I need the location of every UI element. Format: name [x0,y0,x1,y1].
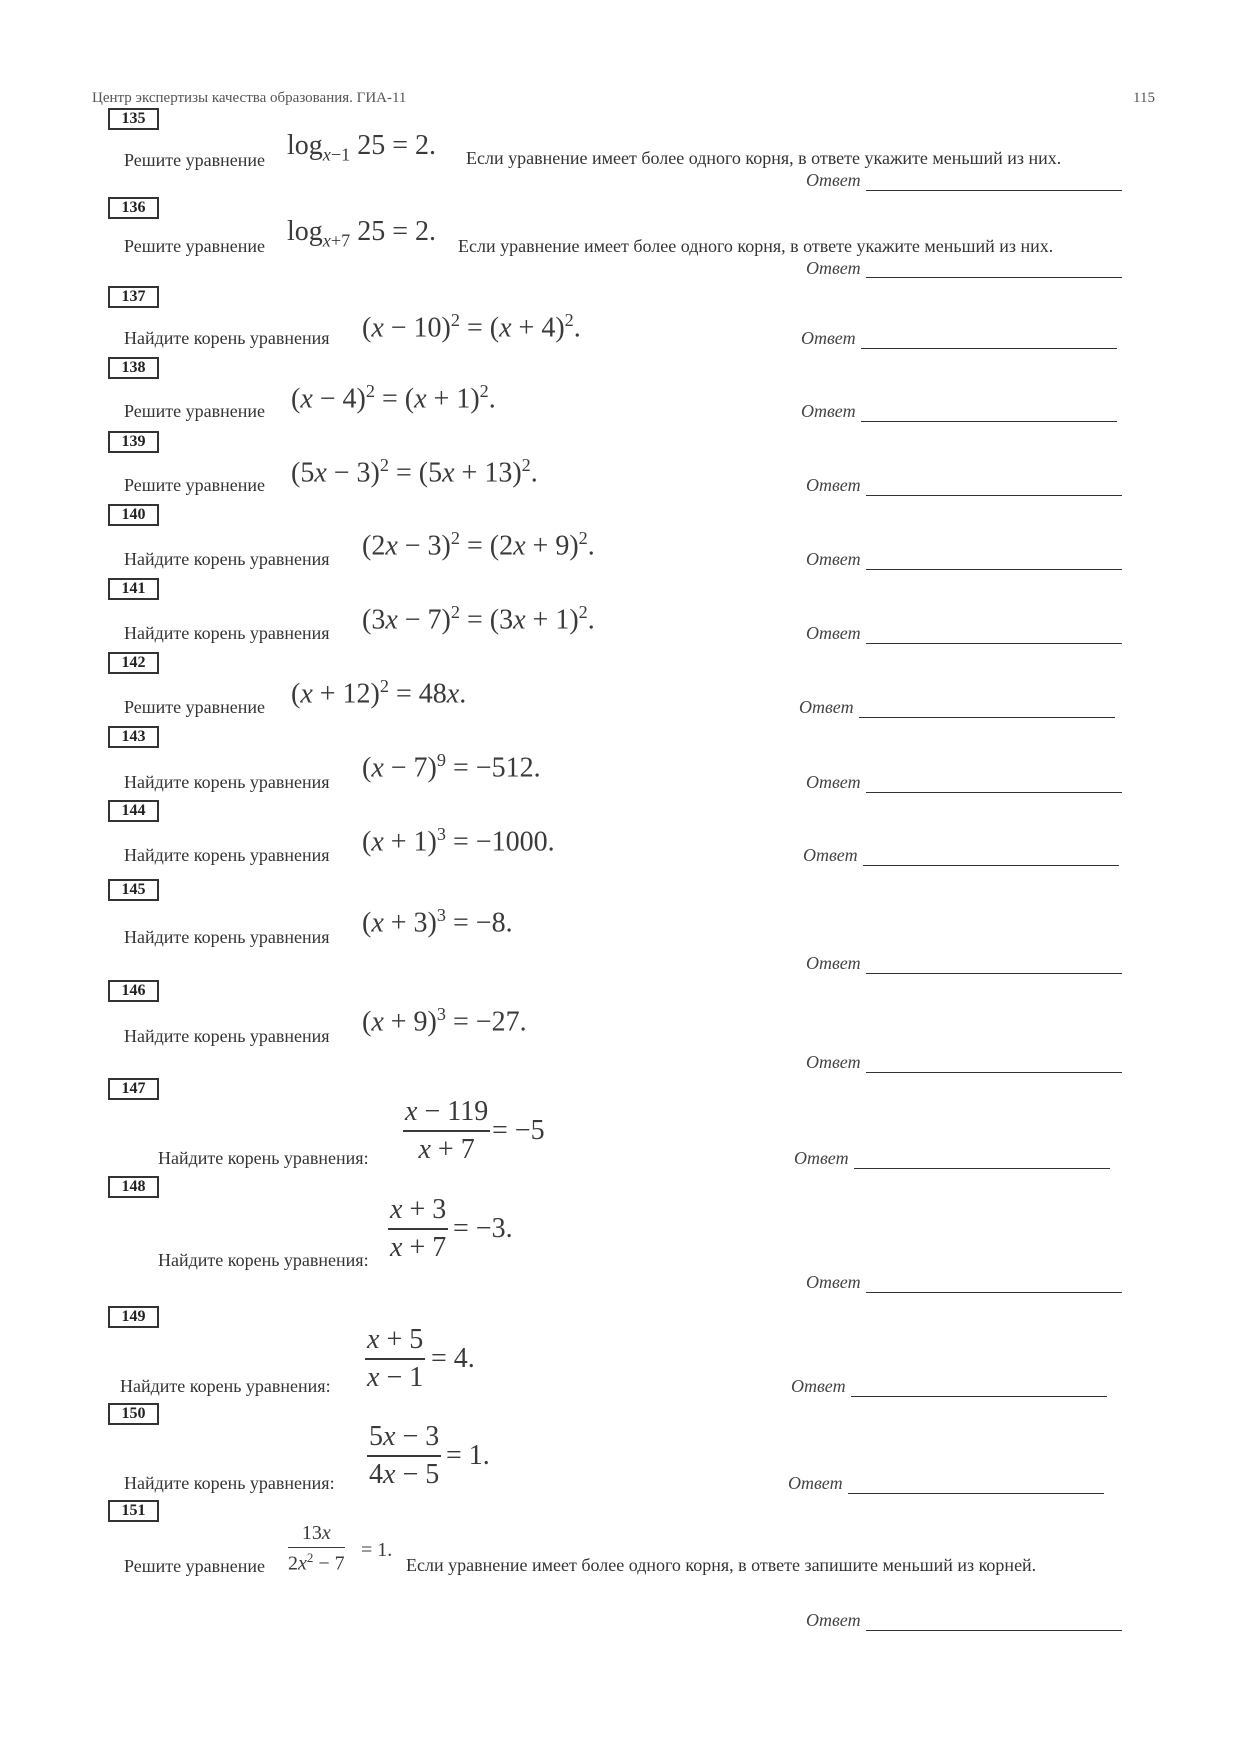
problem-prompt: Найдите корень уравнения [124,328,330,348]
answer-label: Ответ [806,170,861,190]
problem-prompt: Решите уравнение [124,1556,265,1576]
answer-line[interactable] [866,495,1122,496]
problem-number: 139 [108,431,159,453]
equation-rhs: = −5 [492,1115,545,1146]
answer-label: Ответ [806,623,861,643]
answer-line[interactable] [859,717,1115,718]
answer-label: Ответ [806,1272,861,1292]
answer-line[interactable] [866,643,1122,644]
problem-prompt: Найдите корень уравнения [124,549,330,569]
answer-line[interactable] [848,1493,1104,1494]
answer-label: Ответ [794,1148,849,1168]
problem-number: 151 [108,1500,159,1522]
problem-prompt: Найдите корень уравнения [124,845,330,865]
problem-prompt: Решите уравнение [124,236,265,256]
answer-line[interactable] [861,348,1117,349]
equation-rhs: = 4. [431,1343,475,1374]
answer-line[interactable] [851,1396,1107,1397]
problem-number: 143 [108,726,159,748]
answer-line[interactable] [866,973,1122,974]
problem-instruction: Если уравнение имеет более одного корня, в ответе запишите меньший из корней. [406,1555,1037,1575]
answer-line[interactable] [863,865,1119,866]
problem-prompt: Найдите корень уравнения: [158,1250,369,1270]
answer-label: Ответ [806,953,861,973]
equation-rhs: = −3. [453,1213,513,1244]
problem-number: 141 [108,578,159,600]
equation-fraction: x + 5 x − 1 [367,1324,424,1393]
answer-label: Ответ [806,772,861,792]
problem-prompt: Найдите корень уравнения: [124,1473,335,1493]
equation-rhs: = 1. [446,1440,490,1471]
equation: $(x + 1)^3 = -1000$. [362,824,555,858]
equation: $(5x - 3)^2 = (5x + 13)^2$. [291,455,538,489]
problem-number: 147 [108,1078,159,1100]
equation-rhs: = 1. [361,1539,393,1561]
equation: $\log_{x+7} 25 = 2$. [287,216,437,251]
answer-line[interactable] [866,190,1122,191]
answer-line[interactable] [866,792,1122,793]
problem-prompt: Найдите корень уравнения [124,772,330,792]
problem-prompt: Найдите корень уравнения: [120,1376,331,1396]
answer-label: Ответ [806,1052,861,1072]
answer-label: Ответ [806,475,861,495]
problem-number: 150 [108,1403,159,1425]
problem-instruction: Если уравнение имеет более одного корня, в ответе укажите меньший из них. [458,236,1054,256]
problem-prompt: Решите уравнение [124,475,265,495]
answer-label: Ответ [803,845,858,865]
equation: $(x - 10)^2 = (x + 4)^2$. [362,310,581,344]
answer-label: Ответ [799,697,854,717]
problem-prompt: Решите уравнение [124,697,265,717]
problem-number: 149 [108,1306,159,1328]
answer-line[interactable] [866,1630,1122,1631]
equation-fraction: x − 119 x + 7 [405,1096,489,1165]
problem-number: 135 [108,108,159,130]
answer-line[interactable] [866,1292,1122,1293]
answer-label: Ответ [791,1376,846,1396]
equation: $(x - 7)^9 = -512$. [362,750,541,784]
problem-prompt: Решите уравнение [124,401,265,421]
problem-prompt: Найдите корень уравнения [124,623,330,643]
page-header-title: Центр экспертизы качества образования. ГИА-11 [92,90,407,106]
answer-label: Ответ [806,1610,861,1630]
equation: $(x + 3)^3 = -8$. [362,905,513,939]
problem-number: 145 [108,879,159,901]
problem-number: 137 [108,286,159,308]
problem-prompt: Найдите корень уравнения: [158,1148,369,1168]
answer-label: Ответ [806,258,861,278]
equation: $(2x - 3)^2 = (2x + 9)^2$. [362,528,595,562]
answer-line[interactable] [854,1168,1110,1169]
equation-fraction: 5x − 3 4x − 5 [369,1421,440,1490]
answer-label: Ответ [788,1473,843,1493]
answer-line[interactable] [866,1072,1122,1073]
problem-number: 140 [108,504,159,526]
equation-fraction: 13x $2x^2 - 7$ [288,1522,345,1575]
problem-number: 148 [108,1176,159,1198]
equation-fraction: x + 3 x + 7 [390,1194,447,1263]
page-number: 115 [1133,90,1155,106]
problem-number: 138 [108,357,159,379]
problem-number: 146 [108,980,159,1002]
answer-label: Ответ [806,549,861,569]
answer-line[interactable] [861,421,1117,422]
problem-prompt: Решите уравнение [124,150,265,170]
problem-number: 144 [108,800,159,822]
equation: $(x + 9)^3 = -27$. [362,1004,527,1038]
equation: $(x - 4)^2 = (x + 1)^2$. [291,381,496,415]
problem-prompt: Найдите корень уравнения [124,927,330,947]
answer-line[interactable] [866,569,1122,570]
equation: $\log_{x-1} 25 = 2$. [287,130,437,165]
answer-label: Ответ [801,328,856,348]
problem-number: 136 [108,197,159,219]
problem-prompt: Найдите корень уравнения [124,1026,330,1046]
equation: $(3x - 7)^2 = (3x + 1)^2$. [362,602,595,636]
problem-number: 142 [108,652,159,674]
answer-label: Ответ [801,401,856,421]
equation: $(x + 12)^2 = 48x$. [291,676,467,710]
problem-instruction: Если уравнение имеет более одного корня, в ответе укажите меньший из них. [466,148,1062,168]
answer-line[interactable] [866,277,1122,278]
